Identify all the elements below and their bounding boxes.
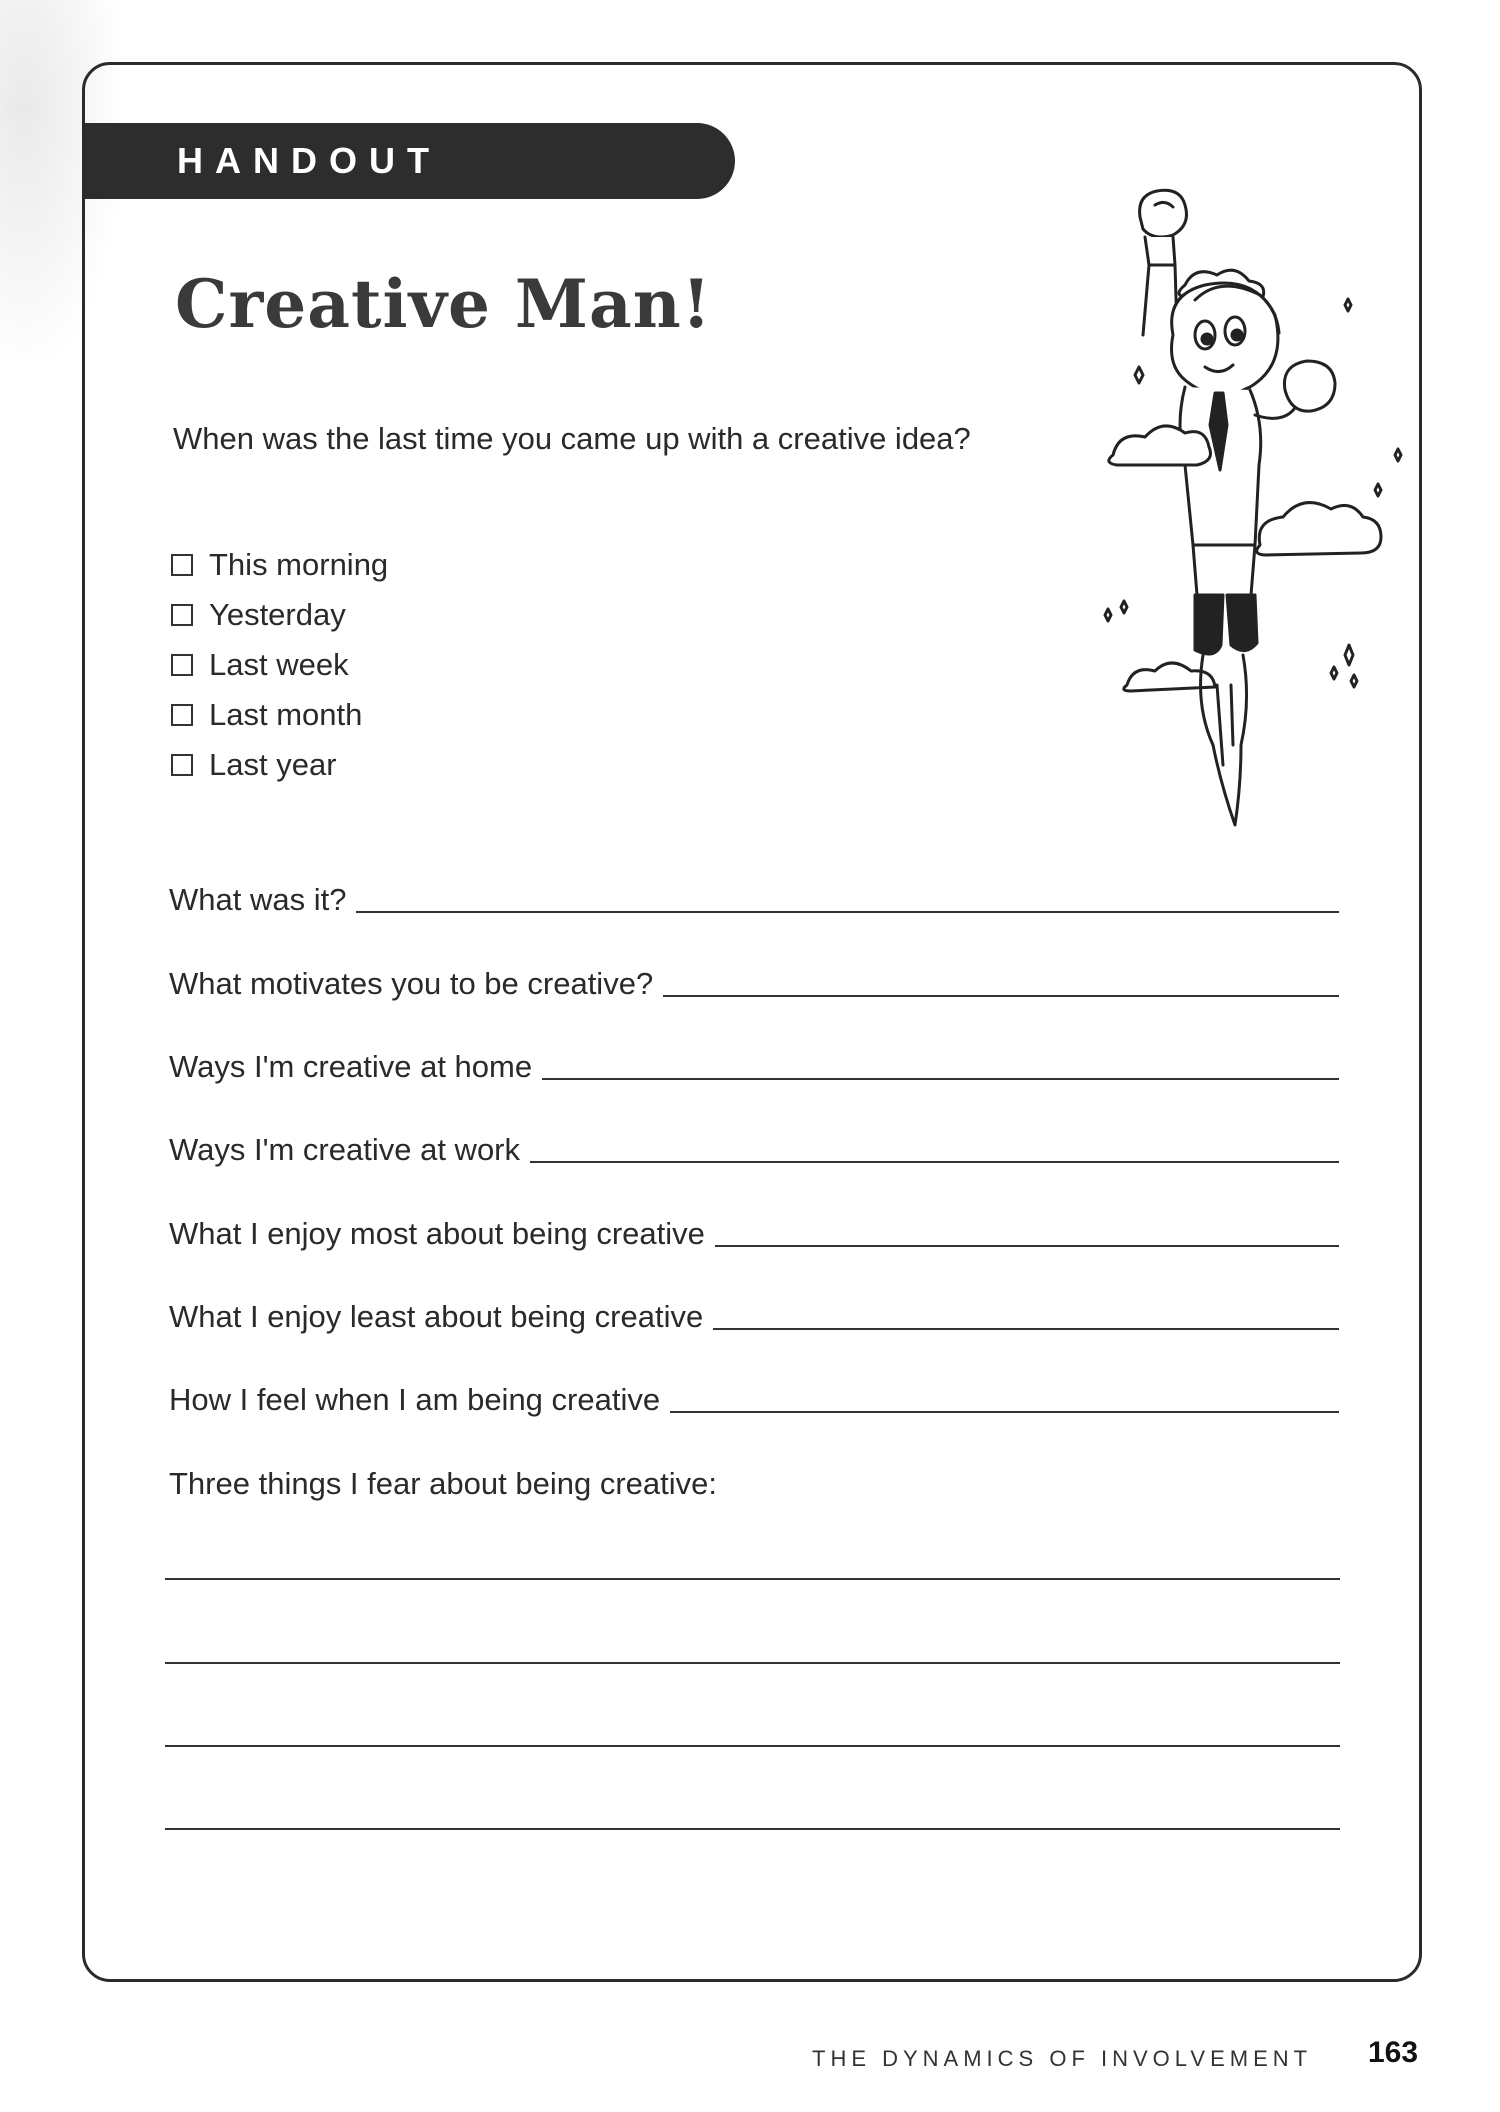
answer-line[interactable] xyxy=(356,911,1339,913)
field-label: What motivates you to be creative? xyxy=(169,966,654,1001)
field-label: How I feel when I am being creative xyxy=(169,1382,661,1417)
field-label: What I enjoy most about being creative xyxy=(169,1216,705,1251)
field-enjoy-least xyxy=(169,1290,1339,1334)
field-label: What was it? xyxy=(169,882,347,917)
option-label: Last week xyxy=(209,647,349,682)
answer-line[interactable] xyxy=(713,1328,1339,1330)
checkbox-icon[interactable] xyxy=(171,704,193,726)
answer-line[interactable] xyxy=(663,995,1339,997)
fear-answer-line-3[interactable] xyxy=(165,1745,1340,1747)
field-creative-work xyxy=(169,1123,1339,1167)
option-this-morning[interactable] xyxy=(171,540,388,590)
page-title: Creative Man! xyxy=(175,265,712,343)
option-label: Last year xyxy=(209,747,337,782)
option-yesterday[interactable] xyxy=(171,590,388,640)
field-enjoy-most xyxy=(169,1207,1339,1251)
option-last-week[interactable] xyxy=(171,640,388,690)
field-feel xyxy=(169,1373,1339,1417)
fears-prompt-row xyxy=(169,1457,1339,1501)
checkbox-icon[interactable] xyxy=(171,754,193,776)
fear-answer-line-4[interactable] xyxy=(165,1828,1340,1830)
fear-answer-line-2[interactable] xyxy=(165,1662,1340,1664)
banner-label: HANDOUT xyxy=(177,140,441,181)
field-label: What I enjoy least about being creative xyxy=(169,1299,704,1334)
option-last-year[interactable] xyxy=(171,740,388,790)
answer-line[interactable] xyxy=(530,1161,1339,1163)
creative-man-illustration xyxy=(1045,125,1465,885)
field-motivation xyxy=(169,957,1339,1001)
answer-line[interactable] xyxy=(542,1078,1339,1080)
answer-line[interactable] xyxy=(670,1411,1339,1413)
checkbox-icon[interactable] xyxy=(171,654,193,676)
option-label: Last month xyxy=(209,697,363,732)
field-label: Ways I'm creative at work xyxy=(169,1132,521,1167)
options-list xyxy=(171,540,388,790)
handout-frame xyxy=(82,62,1422,1982)
checkbox-icon[interactable] xyxy=(171,554,193,576)
option-last-month[interactable] xyxy=(171,690,388,740)
checkbox-icon[interactable] xyxy=(171,604,193,626)
option-label: Yesterday xyxy=(209,597,346,632)
answer-line[interactable] xyxy=(715,1245,1339,1247)
page-number: 163 xyxy=(1368,2036,1419,2069)
question-text: When was the last time you came up with a creative idea? xyxy=(173,421,971,456)
field-creative-home xyxy=(169,1040,1339,1084)
option-label: This morning xyxy=(209,547,389,582)
fear-answer-line-1[interactable] xyxy=(165,1578,1340,1580)
fears-prompt: Three things I fear about being creative: xyxy=(169,1466,717,1501)
handout-banner xyxy=(85,123,735,199)
book-title-footer: THE DYNAMICS OF INVOLVEMENT xyxy=(812,2046,1313,2071)
field-label: Ways I'm creative at home xyxy=(169,1049,533,1084)
